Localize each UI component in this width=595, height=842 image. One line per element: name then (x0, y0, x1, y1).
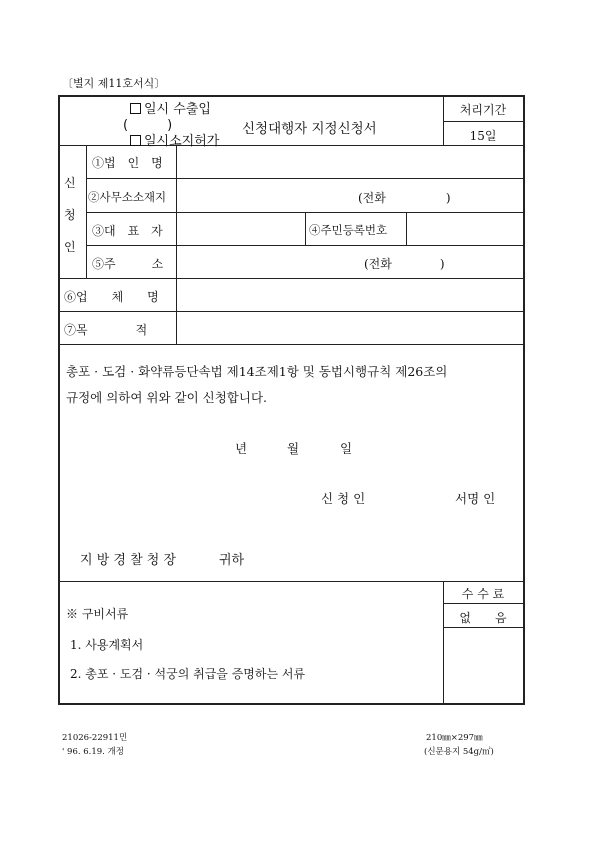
option1-label: 일시 수출입 (144, 102, 211, 117)
office-phone: (전화 ) (358, 191, 451, 205)
applicant-side-char-2: 청 (64, 208, 76, 222)
form-id: 〔별지 제11호서식〕 (62, 77, 166, 90)
date-month: 월 (287, 441, 300, 456)
footer-paper-size: 210㎜×297㎜ (426, 733, 483, 743)
office-address-field[interactable] (178, 180, 522, 211)
processing-period-value: 15일 (469, 129, 497, 143)
address-phone: (전화 ) (364, 257, 445, 271)
fee-label: 수 수 료 (461, 587, 505, 601)
checkbox-temporary-import-export[interactable] (130, 103, 141, 114)
applicant-side-char-3: 인 (64, 240, 76, 254)
required-document-1: 1. 사용계획서 (70, 638, 144, 652)
addressee-suffix: 귀하 (219, 553, 245, 568)
footer-form-code: 21026-22911민 (62, 733, 128, 743)
business-name-field[interactable] (178, 280, 522, 310)
form-title: 신청대행자 지정신청서 (242, 121, 377, 137)
address-field[interactable] (178, 247, 522, 277)
purpose-label: ⑦목 적 (64, 323, 148, 337)
required-document-2: 2. 총포 · 도검 · 석궁의 취급을 증명하는 서류 (70, 667, 306, 681)
corp-name-field[interactable] (178, 147, 522, 177)
footer-revision: ' 96. 6.19. 개정 (62, 747, 125, 757)
footer-paper-type: (신문용지 54g/㎡) (424, 747, 494, 757)
date-year: 년 (235, 441, 248, 456)
processing-period-label: 처리기간 (459, 103, 507, 117)
signature-applicant-label: 신 청 인 (321, 491, 366, 506)
resident-number-field[interactable] (408, 214, 522, 244)
applicant-side-char-1: 신 (64, 176, 76, 190)
business-name-label: ⑥업 체 명 (64, 290, 159, 304)
checkbox-temporary-possession[interactable] (130, 135, 141, 146)
corp-name-label: ①법 인 명 (92, 156, 163, 170)
representative-label: ③대 표 자 (92, 224, 163, 238)
date-day: 일 (340, 441, 353, 456)
address-label: ⑤주 소 (92, 257, 164, 271)
office-address-label: ②사무소소재지 (88, 190, 167, 204)
declaration-line-1: 총포 · 도검 · 화약류등단속법 제14조제1항 및 동법시행규칙 제26조의 (66, 364, 448, 379)
signature-seal-label: 서명 인 (455, 491, 496, 506)
purpose-field[interactable] (178, 313, 522, 343)
option2-label: 일시소지허가 (144, 134, 220, 149)
fee-value: 없 음 (459, 611, 507, 625)
representative-field[interactable] (178, 214, 304, 244)
option-paren: ( ) (123, 118, 173, 133)
required-documents-title: ※ 구비서류 (66, 607, 129, 621)
declaration-line-2: 규정에 의하여 위와 같이 신청합니다. (66, 390, 267, 405)
resident-number-label: ④주민등록번호 (309, 223, 388, 237)
addressee-office: 지 방 경 찰 청 장 (80, 553, 177, 568)
